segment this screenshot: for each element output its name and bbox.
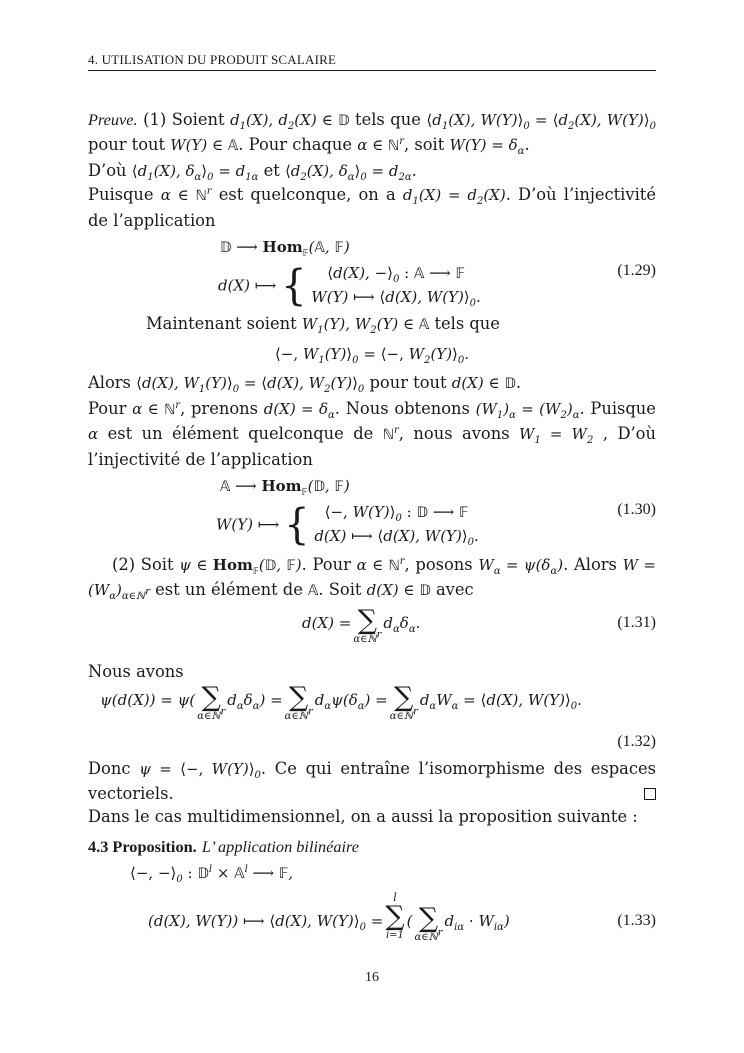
- proof-paragraph-10: Dans le cas multidimensionnel, on a aussi la proposition suivante :: [88, 807, 638, 827]
- text: . Pour chaque: [238, 135, 353, 155]
- equation-number: (1.32): [617, 733, 656, 751]
- math: d(X) ∈ 𝔻: [451, 374, 516, 393]
- text: pour tout: [369, 373, 447, 393]
- math: $W_1 = W_2$: [519, 425, 594, 447]
- math: $d_1(X)$, $d_2(X)$ ∈ 𝔻: [230, 111, 350, 132]
- math: $d(X) = \delta_\alpha$: [263, 399, 335, 421]
- proposition-label: 4.3 Proposition.: [88, 836, 197, 856]
- proof-paragraph-1: Preuve. (1) Soient $d_1(X)$, $d_2(X)$ ∈ 𝔻 tels que $⟨d_1(X)$, $W(Y)⟩_0$ = $⟨d_2(X)$, $W(Y)⟩_0$ pour tout W(Y) ∈ 𝔸. Pour chaque α ∈ ℕ$^r$, soit $W(Y) = \delta_\alpha$.: [88, 110, 656, 158]
- proof-paragraph-3: [88, 183, 656, 232]
- text: Alors: [88, 373, 131, 393]
- text: est un élément quelconque de: [107, 424, 374, 444]
- equation-1-29: 𝔻 ⟶ Hom$_𝔽$(𝔸, 𝔽) d(X) ⟼ { ⟨d(X), $-⟩_0$ : 𝔸 ⟶ 𝔽 W(Y) ⟼ ⟨d(X), $W(Y)⟩_0$. (1.29): [218, 238, 656, 310]
- math: $W(Y) = \delta_\alpha$: [449, 136, 525, 158]
- proof-paragraph-8: Nous avons: [88, 661, 184, 681]
- text: , D’où l’injectivité de l’application: [88, 424, 656, 469]
- math: α ∈ ℕ$^r$: [160, 186, 212, 205]
- proposition-text: L’ application bilinéaire: [201, 836, 359, 856]
- math: $(W_1)_\alpha = (W_2)_\alpha$: [475, 399, 580, 421]
- proof-paragraph-6: [88, 397, 656, 471]
- math: α: [88, 425, 99, 444]
- text: (2) Soit: [112, 555, 174, 575]
- equation-number: (1.30): [617, 501, 656, 519]
- equation-1-30: 𝔸 ⟶ Hom$_𝔽$(𝔻, 𝔽) W(Y) ⟼ { ⟨−, $W(Y)⟩_0$ : 𝔻 ⟶ 𝔽 d(X) ⟼ ⟨d(X), $W(Y)⟩_0$. (1.30): [216, 477, 656, 549]
- math: $⟨d_1(X)$, $W(Y)⟩_0$ = $⟨d_2(X)$, $W(Y)⟩_0$: [426, 111, 656, 132]
- proof-label: Preuve.: [88, 110, 138, 129]
- text: tels que: [355, 110, 421, 129]
- equation-number: (1.31): [617, 613, 656, 631]
- text: et: [263, 160, 280, 180]
- math: $⟨d_1(X)$, $\delta_\alpha⟩_0 = d_{1\alpha}$: [131, 161, 259, 183]
- math: ℕ$^r$: [382, 425, 399, 444]
- math: ψ = ⟨−, $W(Y)⟩_0$: [139, 760, 261, 782]
- qed-square-icon: [644, 788, 656, 800]
- page-body: [88, 108, 656, 954]
- math: α ∈ ℕ$^r$: [356, 556, 405, 575]
- text: est quelconque, on a: [218, 185, 396, 205]
- math: $d_1(X) = d_2(X)$: [402, 186, 506, 208]
- equation-unnumbered: ⟨−, $W_1(Y)⟩_0$ = ⟨−, $W_2(Y)⟩_0$.: [274, 345, 470, 367]
- text: , prenons: [180, 398, 258, 418]
- page-number: 16: [365, 970, 379, 985]
- math: $W_\alpha = \psi(\delta_\alpha)$: [478, 556, 564, 578]
- text: pour tout: [88, 135, 166, 155]
- math: $W = (W_\alpha)_{\alpha\in ℕ^r}$: [88, 556, 656, 603]
- proof-paragraph-9: [88, 757, 656, 805]
- text: . Alors: [563, 555, 617, 575]
- proof-paragraph-5: Alors ⟨d(X), $W_1(Y)⟩_0$ = ⟨d(X), $W_2(Y)⟩_0$ pour tout d(X) ∈ 𝔻.: [88, 373, 522, 396]
- math: ψ ∈ Hom$_𝔽$(𝔻, 𝔽): [179, 556, 302, 578]
- proof-paragraph-7: [88, 553, 656, 604]
- text: Pour: [88, 398, 127, 418]
- running-head: 4. UTILISATION DU PRODUIT SCALAIRE: [88, 52, 656, 71]
- math: $W_1(Y)$, $W_2(Y)$ ∈ 𝔸: [301, 315, 430, 337]
- math: W(Y) ∈ 𝔸: [170, 136, 239, 155]
- math: d(X) ∈ 𝔻: [366, 581, 431, 600]
- text: D’où: [88, 160, 127, 180]
- equation-number: (1.33): [617, 911, 656, 929]
- math: ⟨d(X), $W_1(Y)⟩_0$ = ⟨d(X), $W_2(Y)⟩_0$: [136, 374, 365, 396]
- text: . D’où l’injectivité de l’application: [88, 185, 656, 230]
- text: . Ce qui entraîne l’isomorphisme des espaces vectoriels.: [88, 759, 657, 803]
- math: $⟨d_2(X)$, $\delta_\alpha⟩_0 = d_{2\alpha}$: [284, 161, 412, 183]
- text: Puisque: [88, 185, 154, 205]
- text: , posons: [404, 555, 473, 575]
- equation-1-31: d(X) = ∑ α∈ℕ$^r$ $d_\alpha\delta_\alpha$. (1.31): [302, 604, 656, 645]
- text: . Puisque: [579, 398, 656, 418]
- text: est un élément de: [155, 580, 303, 600]
- text: . Nous obtenons: [334, 398, 470, 418]
- text: Donc: [88, 759, 131, 779]
- math: 𝔸: [308, 583, 319, 600]
- proposition-heading: [88, 835, 656, 858]
- text: , nous avons: [398, 424, 510, 444]
- math: α ∈ ℕ$^r$: [357, 136, 405, 155]
- text: tels que: [434, 314, 500, 334]
- text: , soit: [404, 135, 445, 155]
- equation-1-33: ⟨−, $-⟩_0$ : 𝔻$^l$ × 𝔸$^l$ ⟶ 𝔽, (d(X), W(Y)) ⟼ ⟨d(X), $W(Y)⟩_0$ = l ∑ i=1 ( ∑ α∈ℕ$^r$ $d_{i\alpha} \cdot W_{i\alpha}$) (1.33): [130, 863, 656, 943]
- text: . Soit: [318, 580, 362, 600]
- text: (1) Soient: [143, 110, 225, 129]
- proof-paragraph-2: D’où $⟨d_1(X)$, $\delta_\alpha⟩_0 = d_{1\alpha}$ et $⟨d_2(X)$, $\delta_\alpha⟩_0 = d_{2\alpha}$.: [88, 160, 417, 183]
- text: . Pour: [301, 555, 351, 575]
- text: avec: [435, 580, 474, 600]
- math: α ∈ ℕ$^r$: [132, 399, 181, 418]
- proof-paragraph-4: [88, 312, 656, 337]
- text: Maintenant soient: [146, 314, 297, 334]
- equation-1-32: ψ(d(X)) = ψ( ∑ α∈ℕ$^r$ $d_\alpha\delta_\alpha$) = ∑ α∈ℕ$^r$ $d_\alpha\psi(\delta_\alpha)$ = ∑ α∈ℕ$^r$ $d_\alpha W_\alpha$ = ⟨d(X), $W(Y)⟩_0$. (1.32): [100, 682, 656, 751]
- equation-number: (1.29): [617, 262, 656, 280]
